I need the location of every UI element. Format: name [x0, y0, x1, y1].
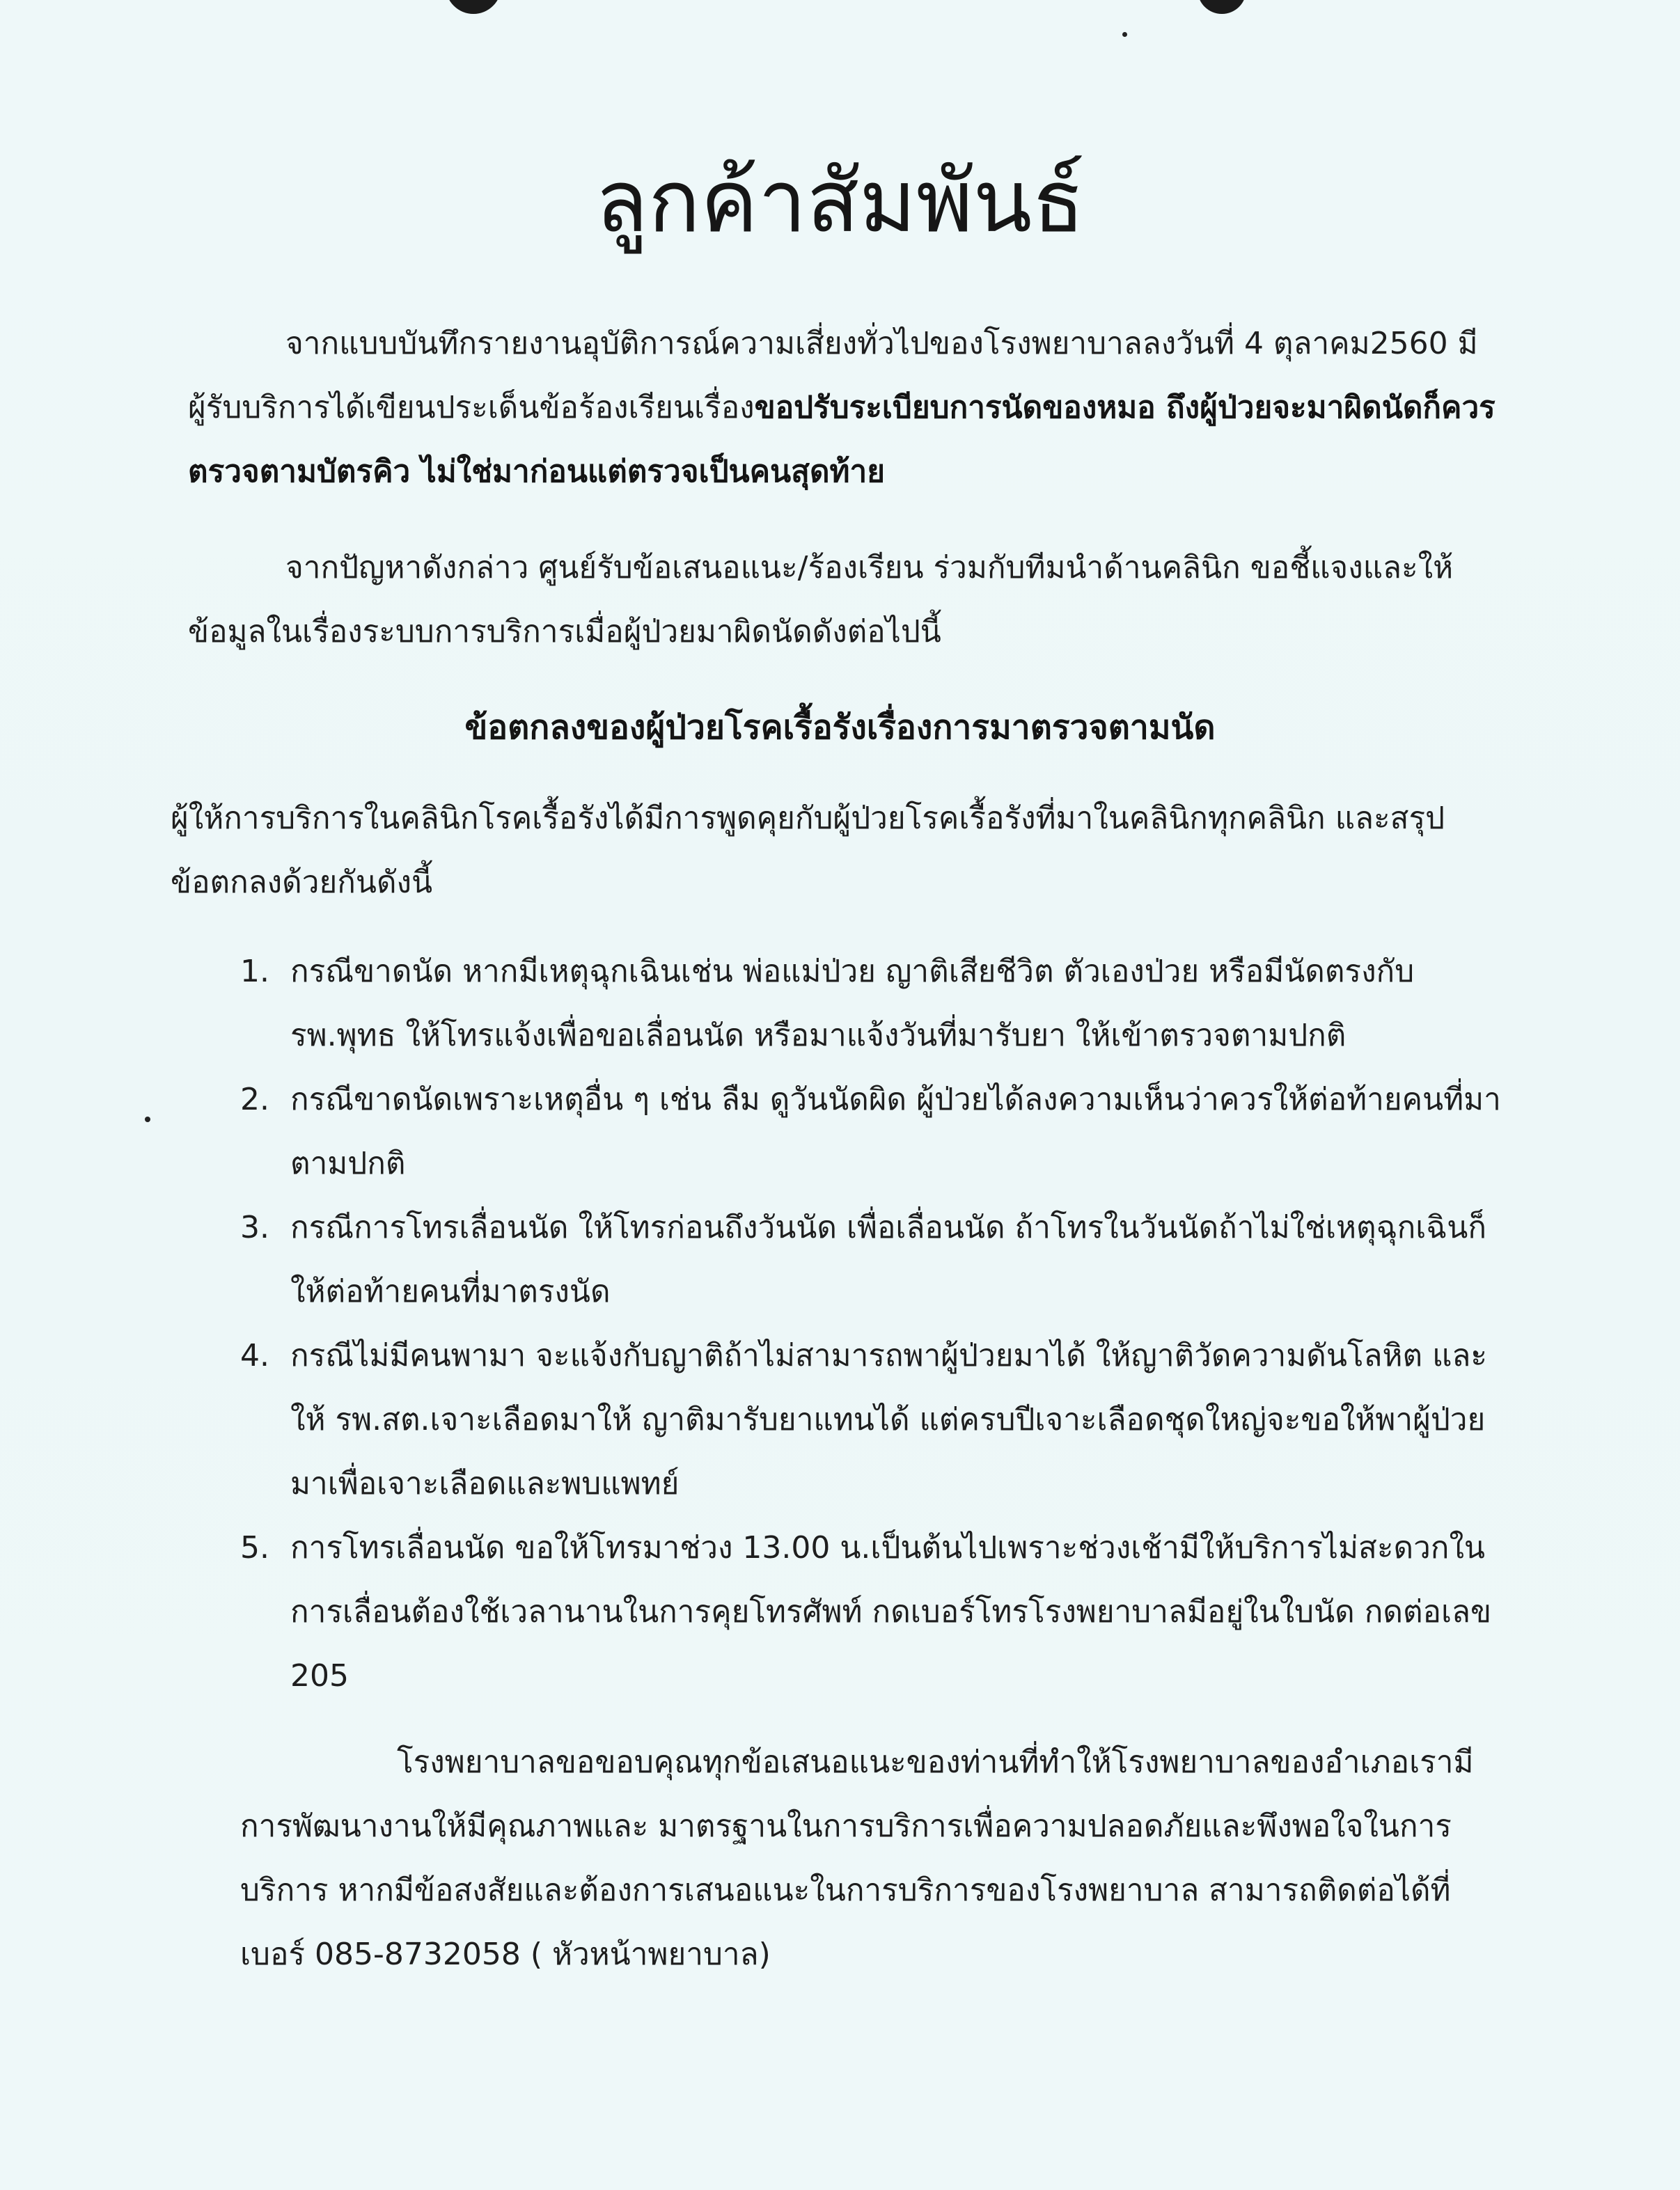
agreement-heading: ข้อตกลงของผู้ป่วยโรคเรื้อรังเรื่องการมาตรวจตามนัด [464, 708, 1216, 747]
scan-speck [145, 1117, 150, 1122]
agreement-list [240, 940, 1514, 1708]
scan-speck [1122, 32, 1127, 37]
item-text: กรณีไม่มีคนพามา จะแจ้งกับญาติถ้าไม่สามารถพาผู้ป่วยมาได้ ให้ญาติวัดความดันโลหิต และให้ รพ.สต.เจาะเลือดมาให้ ญาติมารับยาแทนได้ แต่ครบปีเจาะเลือดชุดใหญ่จะขอให้พาผู้ป่วยมาเพื่อเจาะเลือดและพบแพทย์ [290, 1338, 1488, 1502]
intro-paragraph [188, 312, 1504, 504]
item-text: การโทรเลื่อนนัด ขอให้โทรมาช่วง 13.00 น.เป็นต้นไปเพราะช่วงเช้ามีให้บริการไม่สะดวกในการเลื่อนต้องใช้เวลานานในการคุยโทรศัพท์ กดเบอร์โทรโรงพยาบาลมีอยู่ในใบนัด กดต่อเลข 205 [290, 1530, 1492, 1694]
list-item [240, 1516, 1514, 1708]
item-text: กรณีการโทรเลื่อนนัด ให้โทรก่อนถึงวันนัด เพื่อเลื่อนนัด ถ้าโทรในวันนัดถ้าไม่ใช่เหตุฉุกเฉินก็ให้ต่อท้ายคนที่มาตรงนัด [290, 1210, 1486, 1309]
intro-complaint: ขอปรับระเบียบการนัดของหมอ ถึงผู้ป่วยจะมาผิดนัดก็ควรตรวจตามบัตรคิว ไม่ใช่มาก่อนแต่ตรวจเป็นคนสุดท้าย [188, 390, 1495, 489]
agreement-intro: ผู้ให้การบริการในคลินิกโรคเรื้อรังได้มีการพูดคุยกับผู้ป่วยโรคเรื้อรังที่มาในคลินิกทุกคลินิก และสรุปข้อตกลงด้วยกันดังนี้ [171, 801, 1445, 900]
intro-text: จากแบบบันทึกรายงานอุบัติการณ์ความเสี่ยงทั่วไปของโรงพยาบาลลงวันที่ 4 ตุลาคม2560 มีผู้รับบริการได้เขียนประเด็นข้อร้องเรียนเรื่อง [188, 326, 1478, 425]
item-text: กรณีขาดนัด หากมีเหตุฉุกเฉินเช่น พ่อแม่ป่วย ญาติเสียชีวิต ตัวเองป่วย หรือมีนัดตรงกับ รพ.พุทธ ให้โทรแจ้งเพื่อขอเลื่อนนัด หรือมาแจ้งวันที่มารับยา ให้เข้าตรวจตามปกติ [290, 954, 1415, 1053]
page-title: ลูกค้าสัมพันธ์ [595, 152, 1085, 252]
response-paragraph: จากปัญหาดังกล่าว ศูนย์รับข้อเสนอแนะ/ร้องเรียน ร่วมกับทีมนำด้านคลินิก ขอชี้แจงและให้ข้อมูลในเรื่องระบบการบริการเมื่อผู้ป่วยมาผิดนัดดังต่อไปนี้ [188, 550, 1454, 649]
item-number: 2. [240, 1082, 269, 1117]
list-item [240, 1324, 1514, 1516]
item-text: กรณีขาดนัดเพราะเหตุอื่น ๆ เช่น ลืม ดูวันนัดผิด ผู้ป่วยได้ลงความเห็นว่าควรให้ต่อท้ายคนที่มาตามปกติ [290, 1082, 1501, 1181]
list-item [240, 940, 1514, 1068]
top-edge-mark [1198, 0, 1246, 14]
list-item [240, 1068, 1514, 1196]
closing-paragraph: โรงพยาบาลขอขอบคุณทุกข้อเสนอแนะของท่านที่ทำให้โรงพยาบาลของอำเภอเรามีการพัฒนางานให้มีคุณภาพและ มาตรฐานในการบริการเพื่อความปลอดภัยและพึงพอใจในการบริการ หากมีข้อสงสัยและต้องการเสนอแนะในการบริการของโรงพยาบาล สามารถติดต่อได้ที่เบอร์ 085-8732058 ( หัวหน้าพยาบาล) [240, 1744, 1474, 1972]
top-edge-mark [446, 0, 501, 14]
item-number: 3. [240, 1210, 269, 1245]
list-item [240, 1196, 1514, 1324]
item-number: 4. [240, 1338, 269, 1373]
item-number: 1. [240, 954, 269, 989]
item-number: 5. [240, 1530, 269, 1566]
